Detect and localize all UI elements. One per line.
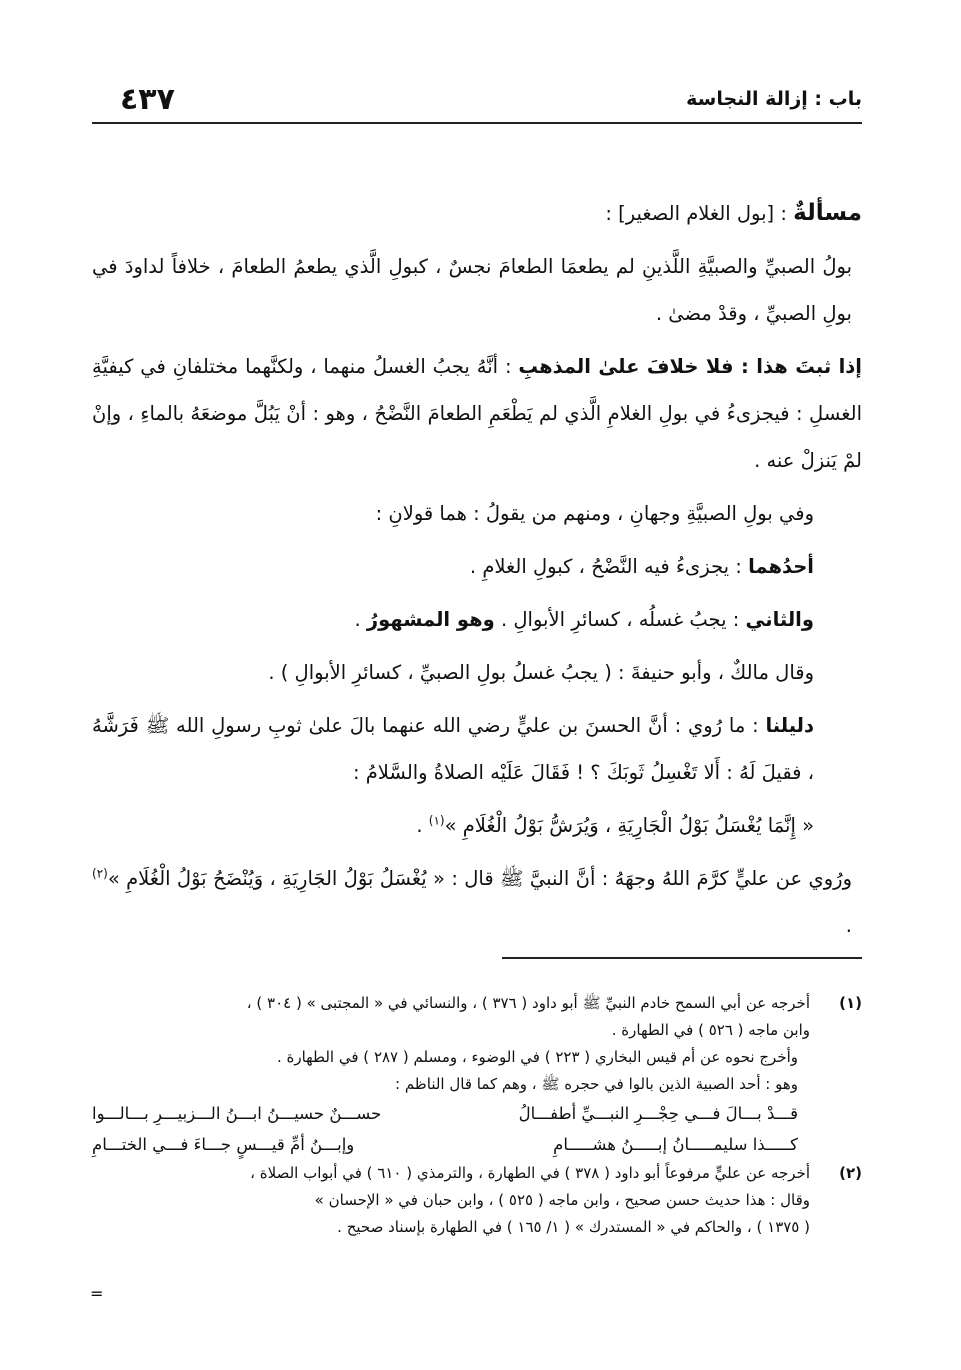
p4-label: أحدُهما — [748, 555, 814, 578]
poem-hemistich: حســـنٌ حسيـــنُ ابـــنُ الـــزبيـــرِ بـــالـــوا — [92, 1104, 382, 1123]
footnote-1-subline: وأخرج نحوه عن أم قيس البخاري ( ٢٢٣ ) في الوضوء ، ومسلم ( ٢٨٧ ) في الطهارة . — [276, 1048, 798, 1066]
footnote-1-line: وابن ماجه ( ٥٢٦ ) في الطهارة . — [611, 1021, 810, 1039]
footnote-1 — [92, 990, 862, 1160]
poem-hemistich: كـــــذا سليمـــــانُ إبـــــنُ هشـــــامِ — [553, 1135, 798, 1154]
hadith-1 — [92, 802, 862, 849]
footnotes — [92, 990, 862, 1241]
p8-end: . — [845, 914, 852, 937]
paragraph-6: وقال مالكٌ ، وأبو حنيفةَ : ( يجبُ غسلُ بولِ الصبيِّ ، كسائرِ الأبوالِ ) . — [268, 661, 814, 684]
p7-text: : ما رُوي : أنَّ الحسنَ بن عليٍّ رضي الله عنهما بالَ علىٰ ثوبِ رسولِ الله ﷺ فَرَشَّهُ ، فقيلَ لَهُ : أَلا تَغْسِلُ ثَوبَكَ ؟ ! فَقَالَ عَلَيْه الصلاةُ والسَّلامُ : — [92, 714, 814, 784]
paragraph-2 — [92, 343, 862, 484]
paragraph-8 — [92, 855, 862, 949]
masala-subtitle: : [بول الغلام الصغير] : — [605, 202, 794, 225]
hadith-1-text: « إِنَّمَا يُغْسَلُ بَوْلُ الْجَارِيَةِ ، وَيُرَشُّ بَوْلُ الْغُلَامِ » — [444, 814, 814, 837]
poem-hemistich: وإبـــنُ أمِّ قيـــسٍ جـــاءَ فـــي الختـــامِ — [92, 1135, 355, 1154]
paragraph-3: وفي بولِ الصبيَّةِ وجهانِ ، ومنهم من يقولُ : هما قولانِ : — [375, 502, 814, 525]
paragraph-5 — [92, 596, 862, 643]
footnote-1-number: (١) — [839, 994, 862, 1012]
p7-label: دليلنا — [765, 714, 814, 737]
running-header — [92, 82, 862, 124]
poem-verse — [92, 1129, 810, 1160]
footnote-2-line: أخرجه عن عليٍّ مرفوعاً أبو داود ( ٣٧٨ ) في الطهارة ، والترمذي ( ٦١٠ ) في أبواب الصلاة ، — [250, 1164, 810, 1182]
main-text — [92, 190, 862, 955]
p5-text: : يجبُ غسلُه ، كسائرِ الأبوالِ . — [494, 608, 746, 631]
paragraph-1: بولُ الصبيِّ والصبيَّةِ اللَّذينِ لم يطعمَا الطعامَ نجسٌ ، كبولِ الَّذي يطعمُ الطعامَ ، خلافاً لداودَ في بولِ الصبيِّ ، وقدْ مضىٰ . — [92, 255, 852, 325]
poem-hemistich: قـــدْ بـــالَ فـــي حِجْـــرِ النبـــيِّ أطفـــالُ — [518, 1104, 798, 1123]
p2-lead: إذا ثبتَ هذا : — [733, 355, 862, 378]
p5-end: . — [354, 608, 367, 631]
continuation-mark: = — [90, 1284, 104, 1303]
footnote-2-number: (٢) — [839, 1164, 862, 1182]
p5-label: والثاني — [745, 608, 814, 631]
chapter-title: باب : إزالة النجاسة — [686, 88, 862, 110]
poem-verse — [92, 1098, 810, 1129]
p4-text: : يجزىءُ فيه النَّضْحُ ، كبولِ الغلامِ . — [469, 555, 749, 578]
paragraph-4 — [92, 543, 862, 590]
paragraph-7 — [92, 702, 862, 796]
footnote-separator — [502, 957, 862, 959]
masala-heading — [92, 190, 862, 237]
p2-rest: : أنَّهُ يجبُ الغسلُ منهما ، ولكنَّهما مختلفانِ في كيفيَّةِ الغسلِ : فيجزىءُ في بولِ الغلامِ الَّذي لم يَطْعَمِ الطعامَ النَّضْحُ ، وهو : أنْ يَبُلَّ موضعَهُ بالماءِ ، وإنْ لمْ يَنزلْ عنه . — [92, 355, 862, 472]
hadith-1-end: . — [416, 814, 429, 837]
footnote-ref-1[interactable]: (١) — [428, 813, 445, 828]
masala-title: مسألةٌ — [793, 200, 862, 226]
footnote-2 — [92, 1160, 862, 1241]
page-number: ٤٣٧ — [120, 82, 175, 117]
p2-bold: فلا خلافَ علىٰ المذهبِ — [518, 355, 734, 378]
p8-text: ورُوي عن عليٍّ كرَّمَ اللهُ وجهَهُ : أنَّ النبيَّ ﷺ قال : « يُغْسَلُ بَوْلُ الجَارِيَةِ ، وَيُنْضَحُ بَوْلُ الْغُلَامِ » — [107, 867, 852, 890]
footnote-1-line: أخرجه عن أبي السمح خادم النبيِّ ﷺ أبو داود ( ٣٧٦ ) ، والنسائي في « المجتبى » ( ٣٠٤ ) ، — [246, 994, 810, 1012]
footnote-ref-2[interactable]: (٢) — [92, 866, 108, 881]
footnote-1-subline: وهو : أحد الصبية الذين بالوا في حجره ﷺ ، وهم كما قال الناظم : — [395, 1075, 798, 1093]
footnote-2-line: ( ١٣٧٥ ) ، والحاكم في « المستدرك » ( ١/ ١٦٥ ) في الطهارة بإسناد صحيح . — [337, 1218, 810, 1236]
footnote-2-line: وقال : هذا حديث حسن صحيح ، وابن ماجه ( ٥٢٥ ) ، وابن حبان في « الإحسان » — [314, 1191, 810, 1209]
p5-tail: وهو المشهورُ — [366, 608, 495, 631]
